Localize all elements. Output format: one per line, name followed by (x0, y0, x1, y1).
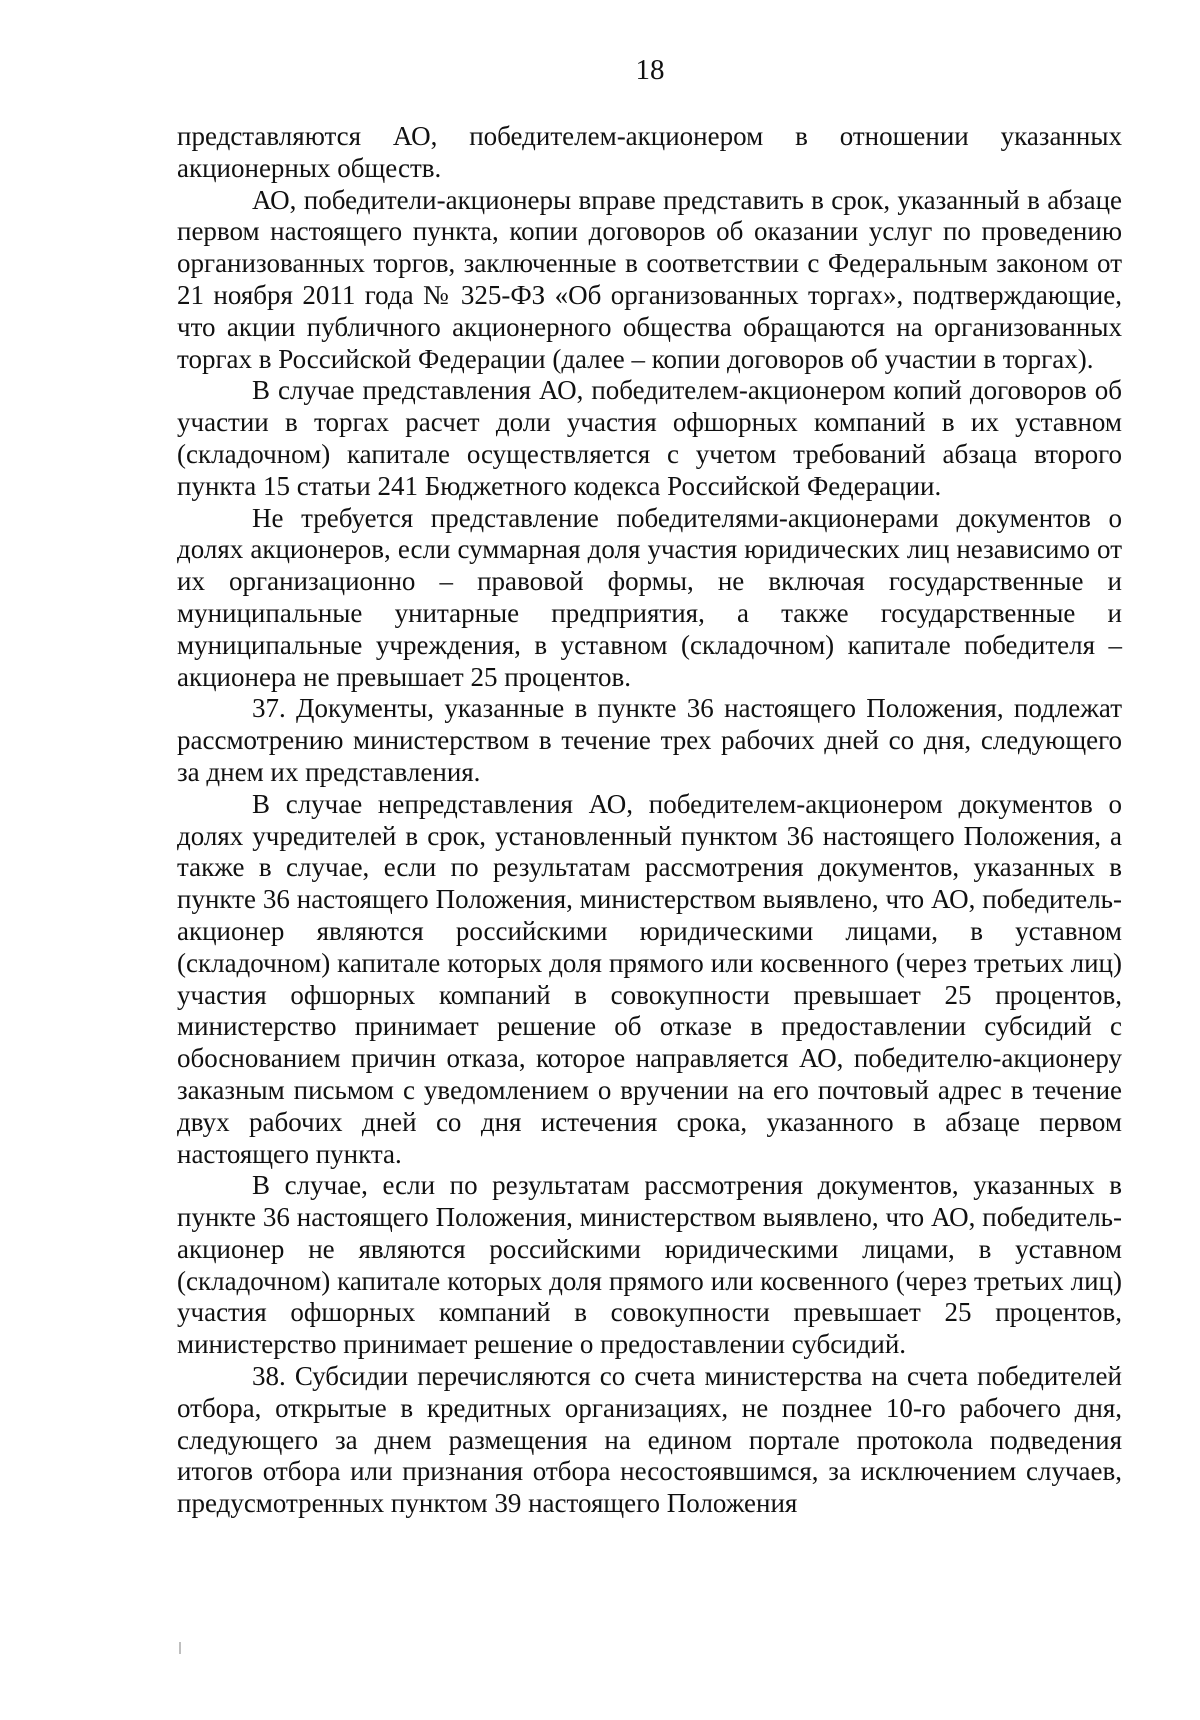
paragraph-3: В случае представления АО, победителем-акционером копий договоров об участии в торгах расчет доли участия офшорных компаний в их уставном (складочном) капитале осуществляется с учетом требований абзаца второго пункта 15 статьи 241 Бюджетного кодекса Российской Федерации. (177, 375, 1122, 501)
paragraph-4: Не требуется представление победителями-акционерами документов о долях акционеров, если суммарная доля участия юридических лиц независимо от их организационно – правовой формы, не включая государственные и муниципальные унитарные предприятия, а также государственные и муниципальные учреждения, в уставном (складочном) капитале победителя – акционера не превышает 25 процентов. (177, 502, 1122, 692)
paragraph-1: представляются АО, победителем-акционером в отношении указанных акционерных обществ. (177, 121, 1122, 183)
paragraph-clause-38: 38. Субсидии перечисляются со счета министерства на счета победителей отбора, открытые в кредитных организациях, не позднее 10-го рабочего дня, следующего за днем размещения на едином портале протокола подведения итогов отбора или признания отбора несостоявшимся, за исключением случаев, предусмотренных пунктом 39 настоящего Положения (177, 1361, 1122, 1519)
document-body (177, 121, 1122, 1520)
scan-speck (179, 1642, 181, 1654)
paragraph-clause-37: 37. Документы, указанные в пункте 36 настоящего Положения, подлежат рассмотрению министерством в течение трех рабочих дней со дня, следующего за днем их представления. (177, 693, 1122, 787)
paragraph-6: В случае непредставления АО, победителем-акционером документов о долях учредителей в срок, установленный пунктом 36 настоящего Положения, а также в случае, если по результатам рассмотрения документов, указанных в пункте 36 настоящего Положения, министерством выявлено, что АО, победитель-акционер являются российскими юридическими лицами, в уставном (складочном) капитале которых доля прямого или косвенного (через третьих лиц) участия офшорных компаний в совокупности превышает 25 процентов, министерство принимает решение об отказе в предоставлении субсидий с обоснованием причин отказа, которое направляется АО, победителю-акционеру заказным письмом с уведомлением о вручении на его почтовый адрес в течение двух рабочих дней со дня истечения срока, указанного в абзаце первом настоящего пункта. (177, 788, 1122, 1169)
page-number: 18 (635, 54, 665, 86)
paragraph-7: В случае, если по результатам рассмотрения документов, указанных в пункте 36 настоящего Положения, министерством выявлено, что АО, победитель-акционер не являются российскими юридическими лицами, в уставном (складочном) капитале которых доля прямого или косвенного (через третьих лиц) участия офшорных компаний в совокупности превышает 25 процентов, министерство принимает решение о предоставлении субсидий. (177, 1170, 1122, 1360)
paragraph-2: АО, победители-акционеры вправе представить в срок, указанный в абзаце первом настоящего пункта, копии договоров об оказании услуг по проведению организованных торгов, заключенные в соответствии с Федеральным законом от 21 ноября 2011 года № 325-ФЗ «Об организованных торгах», подтверждающие, что акции публичного акционерного общества обращаются на организованных торгах в Российской Федерации (далее – копии договоров об участии в торгах). (177, 184, 1122, 374)
